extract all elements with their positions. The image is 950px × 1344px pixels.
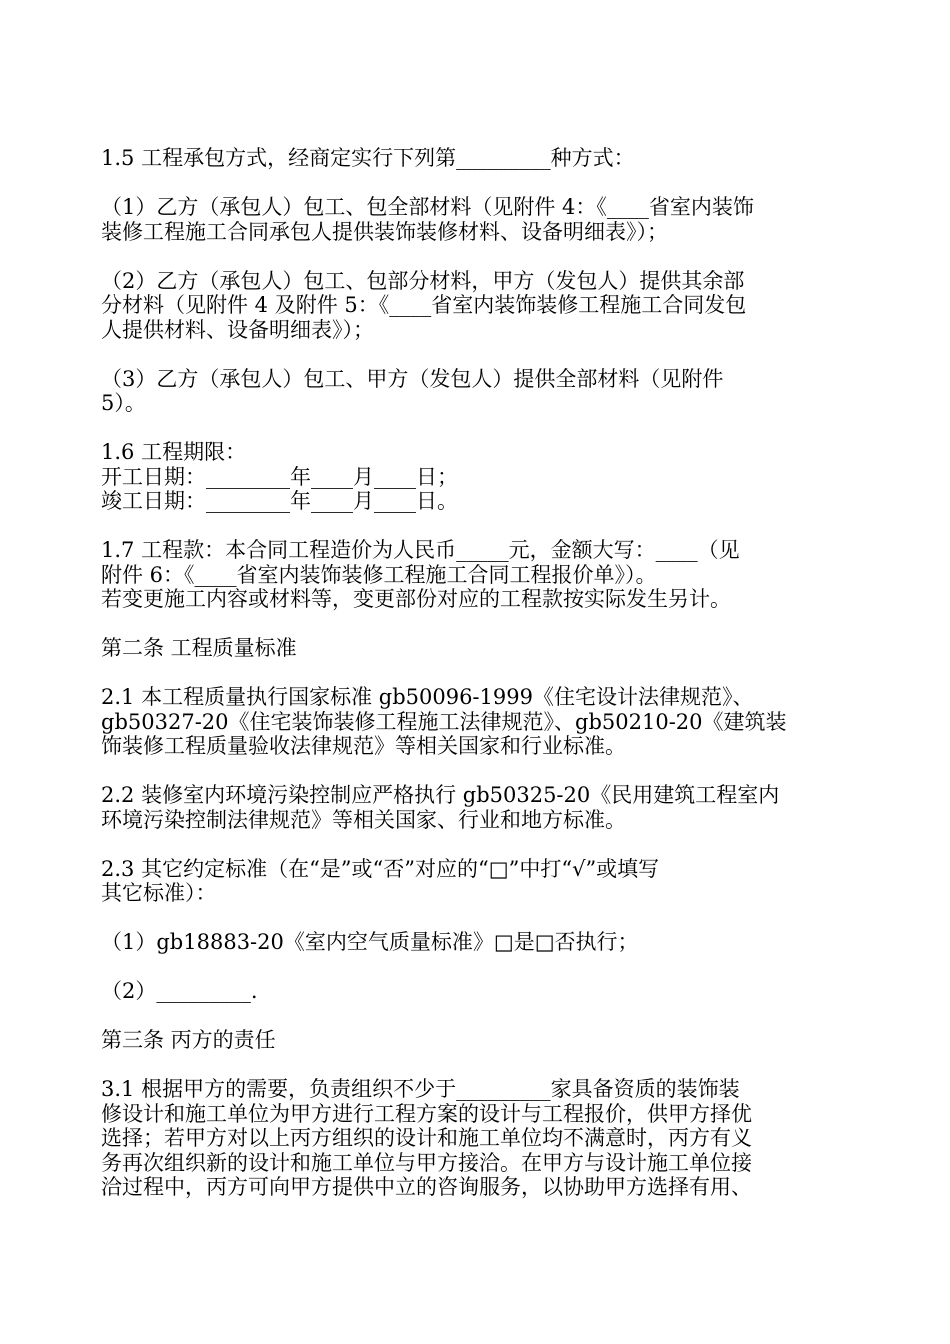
text-line: （3）乙方（承包人）包工、甲方（发包人）提供全部材料（见附件	[101, 366, 724, 391]
text-line: 修设计和施工单位为甲方进行工程方案的设计与工程报价，供甲方择优	[101, 1101, 752, 1126]
text-line: 务再次组织新的设计和施工单位与甲方接洽。在甲方与设计施工单位接	[101, 1150, 752, 1175]
clause-1-5-option-1	[101, 195, 853, 244]
text-line: 分材料（见附件 4 及附件 5：《____省室内装饰装修工程施工合同发包	[101, 293, 747, 317]
text-line: 2.1 本工程质量执行国家标准 gb50096-1999《住宅设计法律规范》、	[101, 685, 754, 709]
clause-3-1	[101, 1077, 853, 1200]
article-3-heading	[101, 1028, 853, 1053]
text-line: 1.7 工程款：本合同工程造价为人民币_____元，金额大写：____（见	[101, 538, 740, 562]
text-line: 附件 6：《____省室内装饰装修工程施工合同工程报价单》）。	[101, 562, 657, 587]
text-line: 其它标准）：	[101, 881, 217, 905]
end-date-line: 竣工日期：________年____月____日。	[101, 489, 458, 513]
clause-2-3	[101, 857, 853, 906]
clause-1-5	[101, 146, 853, 171]
text-line: gb50327-20《住宅装饰装修工程施工法律规范》、gb50210-20《建筑装	[101, 709, 787, 734]
document-body	[101, 146, 853, 1200]
clause-2-3-item-2	[101, 979, 853, 1004]
section-heading: 第三条 丙方的责任	[101, 1028, 276, 1052]
clause-1-5-option-3	[101, 367, 853, 416]
clause-2-1	[101, 685, 853, 759]
text-line: 饰装修工程质量验收法律规范》等相关国家和行业标准。	[101, 734, 626, 758]
clause-2-3-item-1	[101, 930, 853, 955]
text-line: 1.5 工程承包方式，经商定实行下列第_________种方式：	[101, 146, 635, 170]
text-line: 2.2 装修室内环境污染控制应严格执行 gb50325-20《民用建筑工程室内	[101, 783, 780, 807]
text-line: （2）_________.	[101, 979, 258, 1003]
text-line: 装修工程施工合同承包人提供装饰装修材料、设备明细表》）；	[101, 219, 668, 244]
clause-1-7	[101, 538, 853, 612]
text-line: 若变更施工内容或材料等，变更部份对应的工程款按实际发生另计。	[101, 587, 731, 611]
text-line: 洽过程中，丙方可向甲方提供中立的咨询服务，以协助甲方选择有用、	[101, 1175, 752, 1199]
clause-1-6	[101, 440, 853, 514]
text-line: 1.6 工程期限：	[101, 440, 247, 464]
text-line: 5）。	[101, 391, 146, 415]
section-heading: 第二条 工程质量标准	[101, 636, 297, 660]
clause-1-5-option-2	[101, 269, 853, 343]
clause-2-2	[101, 783, 853, 832]
text-line: （1）gb18883-20《室内空气质量标准》□是□否执行；	[101, 930, 639, 954]
text-line: （2）乙方（承包人）包工、包部分材料，甲方（发包人）提供其余部	[101, 268, 745, 293]
text-line: 环境污染控制法律规范》等相关国家、行业和地方标准。	[101, 807, 626, 832]
article-2-heading	[101, 636, 853, 661]
text-line: 人提供材料、设备明细表》）；	[101, 317, 374, 342]
start-date-line: 开工日期：________年____月____日；	[101, 464, 458, 489]
text-line: 3.1 根据甲方的需要，负责组织不少于_________家具备资质的装饰装	[101, 1077, 740, 1101]
text-line: 2.3 其它约定标准（在“是”或“否”对应的“□”中打“√”或填写	[101, 856, 660, 881]
text-line: （1）乙方（承包人）包工、包全部材料（见附件 4：《____省室内装饰	[101, 195, 754, 219]
text-line: 选择；若甲方对以上丙方组织的设计和施工单位均不满意时，丙方有义	[101, 1126, 752, 1150]
